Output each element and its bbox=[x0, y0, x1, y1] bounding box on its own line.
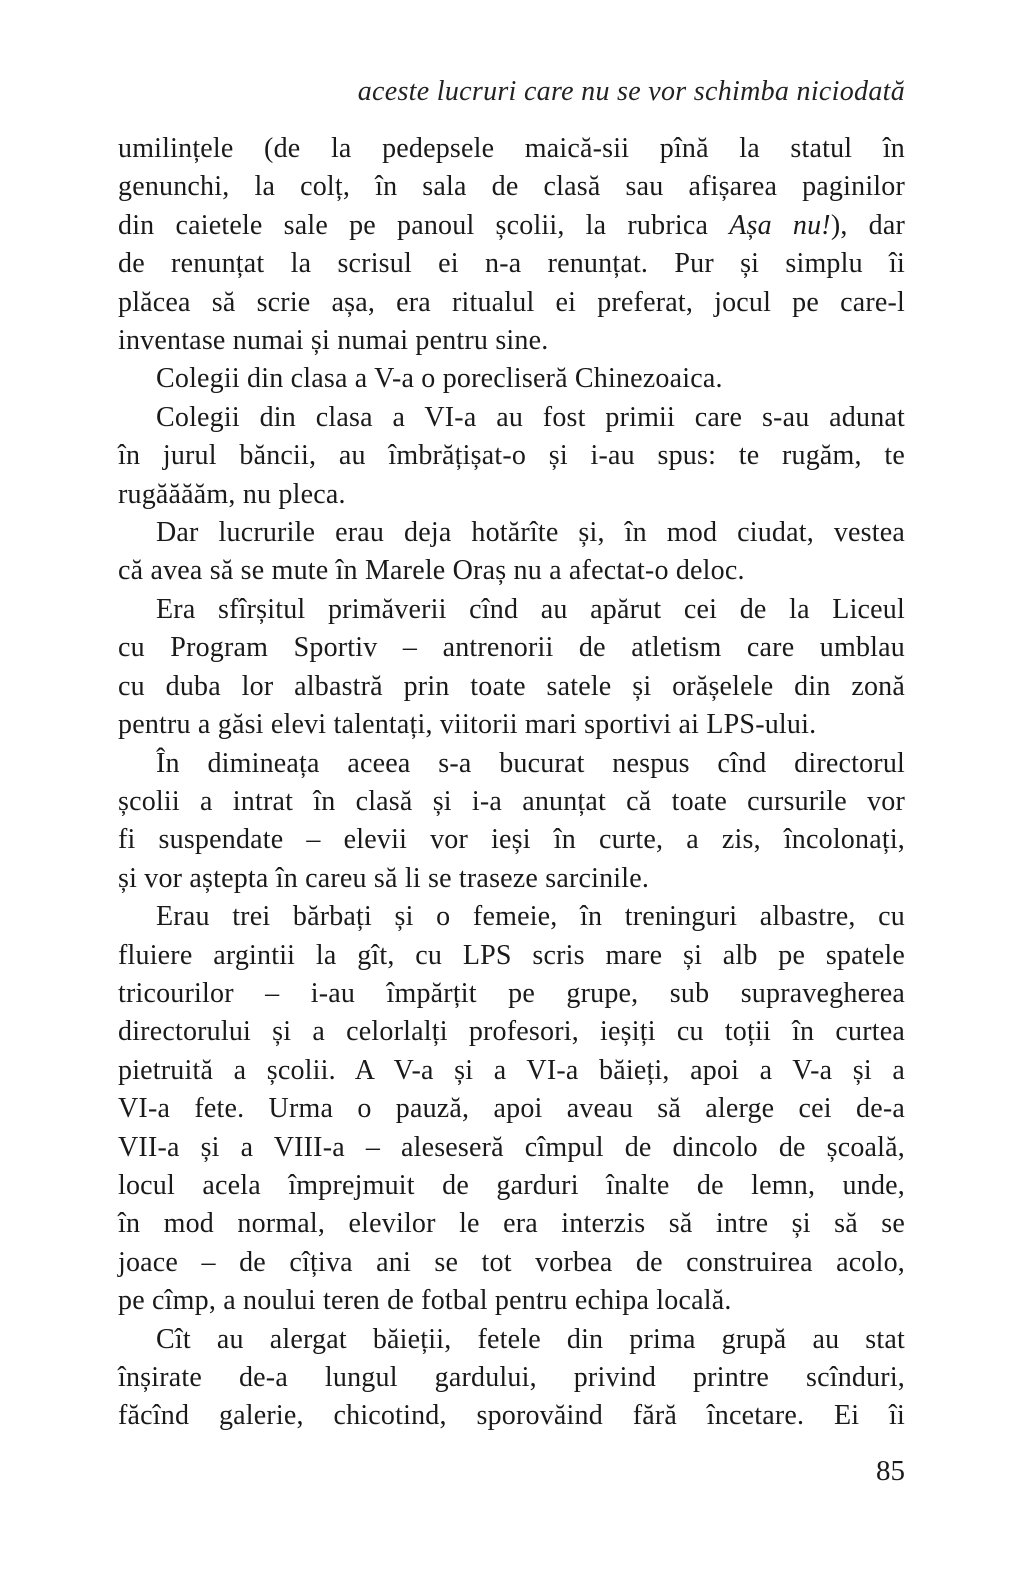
text-line: directorului și a celorlalți profesori, ieșiți cu toții în curtea bbox=[118, 1016, 905, 1048]
text-line: de renunțat la scrisul ei n-a renunțat. Pur și simplu îi bbox=[118, 248, 905, 280]
text-line: În dimineața aceea s-a bucurat nespus cînd directorul bbox=[156, 747, 905, 779]
text-line: joace – de cîțiva ani se tot vorbea de construirea acolo, bbox=[118, 1246, 905, 1278]
text-line: cu duba lor albastră prin toate satele și orășelele din zonă bbox=[118, 670, 905, 702]
text-line: Colegii din clasa a V-a o porecliseră Chinezoaica. bbox=[156, 363, 723, 395]
page-number: 85 bbox=[876, 1455, 905, 1487]
text-line: Cît au alergat băieții, fetele din prima grupă au stat bbox=[156, 1323, 905, 1355]
text-line: rugăăăăm, nu pleca. bbox=[118, 478, 346, 510]
text-line: în mod normal, elevilor le era interzis să intre și să se bbox=[118, 1208, 905, 1240]
body-text bbox=[118, 130, 905, 1436]
text-line: umilințele (de la pedepsele maică-sii pînă la statul în bbox=[118, 133, 905, 164]
text-line: din caietele sale pe panoul școlii, la rubrica Așa nu!), dar bbox=[118, 209, 905, 241]
text-line: și vor aștepta în careu să li se traseze sarcinile. bbox=[118, 862, 650, 894]
running-header: aceste lucruri care nu se vor schimba niciodată bbox=[357, 76, 905, 107]
text-line: genunchi, la colț, în sala de clasă sau afișarea paginilor bbox=[118, 171, 905, 203]
text-line: Era sfîrșitul primăverii cînd au apărut cei de la Liceul bbox=[156, 593, 905, 625]
italic-text: Așa nu! bbox=[729, 209, 831, 241]
text-line: Erau trei bărbați și o femeie, în treninguri albastre, cu bbox=[156, 901, 905, 933]
text-line: plăcea să scrie așa, era ritualul ei preferat, jocul pe care-l bbox=[118, 286, 905, 318]
text-line: pe cîmp, a noului teren de fotbal pentru echipa locală. bbox=[118, 1285, 732, 1317]
text-line: făcînd galerie, chicotind, sporovăind fără încetare. Ei îi bbox=[118, 1400, 905, 1432]
text-line: VII-a și a VIII-a – aleseseră cîmpul de dincolo de școală, bbox=[118, 1131, 905, 1163]
text-line: pietruită a școlii. A V-a și a VI-a băieți, apoi a V-a și a bbox=[118, 1054, 905, 1086]
text-line: cu Program Sportiv – antrenorii de atletism care umblau bbox=[118, 632, 905, 664]
text-line: inventase numai și numai pentru sine. bbox=[118, 325, 549, 357]
text-line: fluiere argintii la gît, cu LPS scris mare și alb pe spatele bbox=[118, 939, 905, 971]
text-line: Dar lucrurile erau deja hotărîte și, în mod ciudat, vestea bbox=[156, 517, 905, 549]
text-line: în jurul băncii, au îmbrățișat-o și i-au spus: te rugăm, te bbox=[118, 440, 905, 472]
text-line: tricourilor – i-au împărțit pe grupe, sub supravegherea bbox=[118, 977, 905, 1009]
text-line: înșirate de-a lungul gardului, privind printre scînduri, bbox=[118, 1362, 905, 1393]
text-line: pentru a găsi elevi talentați, viitorii mari sportivi ai LPS-ului. bbox=[118, 709, 817, 741]
text-line: Colegii din clasa a VI-a au fost primii care s-au adunat bbox=[156, 401, 905, 433]
text-line: fi suspendate – elevii vor ieși în curte, a zis, încolonați, bbox=[118, 824, 905, 856]
text-line: locul acela împrejmuit de garduri înalte de lemn, unde, bbox=[118, 1169, 905, 1201]
text-line: școlii a intrat în clasă și i-a anunțat că toate cursurile vor bbox=[118, 785, 905, 817]
text-line: că avea să se mute în Marele Oraș nu a afectat-o deloc. bbox=[118, 555, 745, 587]
text-line: VI-a fete. Urma o pauză, apoi aveau să alerge cei de-a bbox=[118, 1093, 905, 1125]
